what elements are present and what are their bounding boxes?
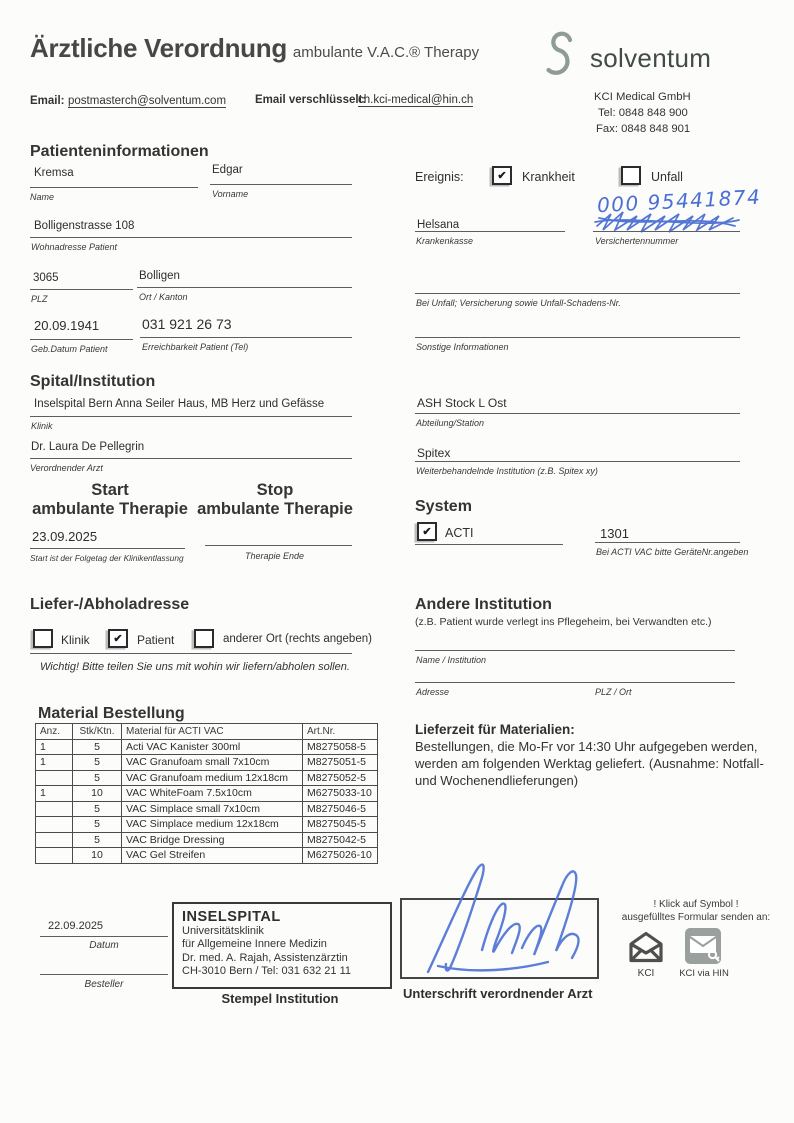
field-line (415, 413, 740, 414)
spital-section-heading: Spital/Institution (30, 373, 156, 390)
send-instruction-line1: ! Klick auf Symbol ! (653, 899, 739, 910)
phone-label: Erreichbarkeit Patient (Tel) (142, 342, 249, 352)
lieferzeit-text: Bestellungen, die Mo-Fr vor 14:30 Uhr aufgegeben werden, werden am folgenden Werktag geliefert. (Ausnahme: Notfall- und Wochenendlieferungen) (415, 739, 764, 788)
page-title (30, 33, 479, 64)
arzt-label: Verordnender Arzt (30, 463, 103, 473)
doctor-signature (398, 852, 606, 985)
field-line (205, 545, 352, 546)
field-line (415, 461, 740, 462)
andere-hint: (z.B. Patient wurde verlegt ins Pflegeheim, bei Verwandten etc.) (415, 616, 712, 628)
check-icon: ✔ (113, 632, 123, 645)
field-line (415, 231, 565, 232)
field-line (595, 542, 740, 543)
patient-phone-value: 031 921 26 73 (142, 316, 232, 332)
name-label: Name (30, 192, 55, 202)
unfall-checkbox[interactable] (621, 166, 641, 185)
signature-label: Unterschrift verordnender Arzt (403, 986, 593, 1001)
field-line (593, 231, 740, 232)
patient-delivery-label: Patient (137, 633, 175, 647)
andere-section-heading: Andere Institution (415, 596, 552, 613)
form-subtitle: ambulante V.A.C.® Therapy (292, 44, 480, 61)
stamp-line: Universitätsklinik (182, 925, 264, 937)
field-line (415, 682, 735, 683)
material-section-heading: Material Bestellung (38, 705, 185, 722)
material-table-body (36, 739, 378, 863)
stop-date-label: Therapie Ende (245, 551, 305, 561)
email-enc-link[interactable]: ch.kci-medical@hin.ch (358, 94, 474, 106)
field-line (415, 337, 740, 338)
send-instruction-line2: ausgefülltes Formular senden an: (621, 912, 771, 923)
solventum-logo-icon (540, 30, 584, 87)
patient-address-value: Bolligenstrasse 108 (34, 220, 135, 232)
krankheit-label: Krankheit (522, 170, 575, 184)
klinik-delivery-checkbox[interactable] (33, 629, 53, 648)
kci-via-hin-icon[interactable] (684, 927, 722, 970)
email-enc-label: Email verschlüsselt: (255, 94, 367, 106)
table-row: 5 VAC Granufoam medium 12x18cm M8275052-5 (36, 770, 378, 786)
geraet-nr-value: 1301 (600, 526, 629, 541)
versichertennummer-label: Versichertennummer (595, 236, 679, 246)
besteller-label: Besteller (84, 979, 124, 990)
krankenkasse-label: Krankenkasse (416, 236, 474, 246)
patient-delivery-checkbox[interactable] (108, 629, 128, 648)
krankheit-checkbox[interactable] (492, 166, 512, 185)
form-title: Ärztliche Verordnung (30, 33, 287, 63)
patient-name-value: Kremsa (34, 167, 74, 179)
system-section-heading: System (415, 498, 472, 515)
hin-icon-label: KCI via HIN (679, 968, 729, 979)
abteilung-label: Abteilung/Station (416, 418, 485, 428)
table-row: 10 VAC Gel Streifen M6275026-10 (36, 848, 378, 864)
field-line (30, 416, 352, 417)
table-row: 5 VAC Bridge Dressing M8275042-5 (36, 832, 378, 848)
arzt-value: Dr. Laura De Pellegrin (31, 441, 145, 453)
company-name: KCI Medical GmbH (594, 91, 691, 103)
field-line (40, 974, 168, 975)
andere-plz-label: PLZ / Ort (595, 687, 632, 697)
andere-name-label: Name / Institution (416, 655, 487, 665)
field-line (30, 187, 198, 188)
start-therapy-heading: Start ambulante Therapie (32, 481, 188, 518)
klinik-value: Inselspital Bern Anna Seiler Haus, MB Herz und Gefässe (34, 398, 325, 410)
company-fax: Fax: 0848 848 901 (596, 123, 691, 136)
sonstige-label: Sonstige Informationen (416, 342, 509, 352)
stamp-label: Stempel Institution (221, 991, 339, 1006)
field-line (30, 289, 133, 290)
geraet-nr-label: Bei ACTI VAC bitte GeräteNr.angeben (596, 547, 749, 557)
liefer-section-heading: Liefer-/Abholadresse (30, 596, 190, 613)
crossed-out-scribble (593, 208, 743, 239)
table-row: 1 5 Acti VAC Kanister 300ml M8275058-5 (36, 739, 378, 755)
wichtig-note: Wichtig! Bitte teilen Sie uns mit wohin wir liefern/abholen sollen. (40, 661, 350, 673)
patient-plz-value: 3065 (33, 272, 59, 284)
plz-label: PLZ (31, 294, 48, 304)
datum-label: Datum (89, 940, 119, 951)
patient-section-heading: Patienteninformationen (30, 143, 209, 160)
birthdate-label: Geb.Datum Patient (31, 344, 108, 354)
krankenkasse-value: Helsana (417, 219, 460, 231)
brand-name: solventum (590, 43, 712, 73)
vorname-label: Vorname (212, 189, 249, 199)
anderer-ort-label: anderer Ort (rechts angeben) (223, 633, 372, 645)
kci-icon-label: KCI (637, 968, 655, 979)
field-line (415, 293, 740, 294)
field-line (137, 287, 352, 288)
klinik-delivery-label: Klinik (61, 633, 90, 647)
start-date-value: 23.09.2025 (32, 529, 98, 544)
acti-checkbox[interactable] (417, 522, 437, 541)
address-label: Wohnadresse Patient (31, 242, 118, 252)
field-line (415, 650, 735, 651)
weiterbehandelnde-label: Weiterbehandelnde Institution (z.B. Spitex xy) (416, 466, 598, 476)
patient-birthdate-value: 20.09.1941 (34, 318, 100, 333)
company-contact (594, 89, 691, 137)
stop-therapy-heading: Stop ambulante Therapie (197, 481, 353, 518)
unfall-label: Unfall (651, 170, 683, 184)
stamp-line: Dr. med. A. Rajah, Assistenzärztin (182, 951, 348, 964)
patient-ort-value: Bolligen (139, 270, 180, 282)
lieferzeit-heading: Lieferzeit für Materialien: (415, 722, 575, 737)
field-line (210, 184, 352, 185)
klinik-label: Klinik (31, 421, 53, 431)
stamp-line: für Allgemeine Innere Medizin (182, 938, 327, 951)
acti-label: ACTI (445, 526, 474, 540)
ort-label: Ort / Kanton (139, 292, 188, 302)
patient-vorname-value: Edgar (212, 164, 243, 176)
weiterbehandelnde-value: Spitex (417, 446, 451, 460)
field-line (30, 458, 352, 459)
material-table-header: Anz. Stk/Ktn. Material für ACTI VAC Art.Nr. (36, 724, 378, 740)
email-label: Email: (30, 95, 65, 107)
kci-envelope-icon[interactable] (627, 930, 665, 969)
check-icon: ✔ (497, 169, 507, 182)
table-row: 1 10 VAC WhiteFoam 7.5x10cm M6275033-10 (36, 786, 378, 802)
ereignis-label: Ereignis: (415, 170, 464, 184)
material-table (35, 723, 378, 864)
check-icon: ✔ (422, 525, 432, 538)
abteilung-value: ASH Stock L Ost (417, 396, 507, 410)
field-line (415, 544, 563, 545)
field-line (40, 936, 168, 937)
stamp-line: CH-3010 Bern / Tel: 031 632 21 11 (182, 965, 351, 978)
anderer-ort-checkbox[interactable] (194, 629, 214, 648)
table-row: 5 VAC Simplace medium 12x18cm M8275045-5 (36, 817, 378, 833)
field-line (30, 653, 352, 654)
insurance-number-handwriting: 000 95441874 (596, 184, 762, 218)
field-line (30, 548, 185, 549)
andere-adresse-label: Adresse (416, 687, 450, 697)
table-row: 5 VAC Simplace small 7x10cm M8275046-5 (36, 801, 378, 817)
start-date-label: Start ist der Folgetag der Klinikentlassung (30, 553, 184, 563)
brand-logo (540, 30, 711, 87)
order-date-value: 22.09.2025 (48, 920, 104, 932)
unfall-nr-label: Bei Unfall; Versicherung sowie Unfall-Schadens-Nr. (416, 298, 621, 308)
stamp-line: INSELSPITAL (182, 909, 281, 925)
institution-stamp (172, 902, 392, 989)
email-link[interactable]: postmasterch@solventum.com (68, 95, 227, 107)
field-line (140, 337, 352, 338)
field-line (30, 237, 352, 238)
table-row: 1 5 VAC Granufoam small 7x10cm M8275051-5 (36, 755, 378, 771)
company-tel: Tel: 0848 848 900 (598, 107, 688, 120)
field-line (30, 339, 133, 340)
